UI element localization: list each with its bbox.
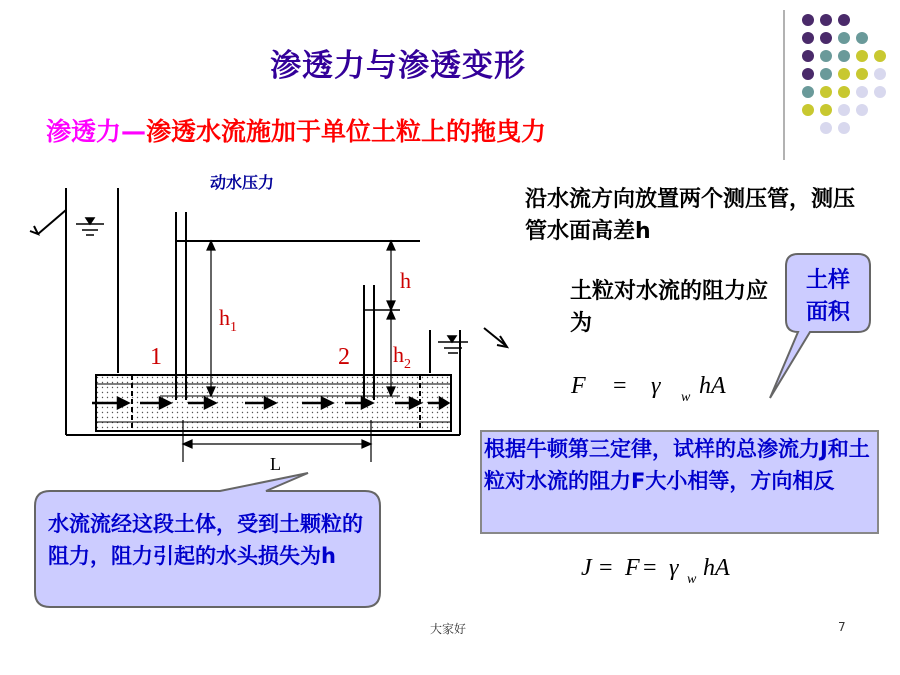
label-h2: $h_2$ — [393, 342, 411, 372]
svg-text:γ: γ — [669, 555, 679, 581]
svg-text:J: J — [581, 555, 592, 581]
resistance-description: 土粒对水流的阻力应为 — [570, 279, 769, 336]
h-dimension — [387, 241, 395, 310]
svg-text:hA: hA — [699, 373, 726, 399]
callout-head-loss: 水流流经这段土体，受到土颗粒的阻力，阻力引起的水头损失为h — [48, 512, 363, 568]
svg-text:γ: γ — [651, 373, 661, 399]
dot-row-2 — [802, 32, 868, 44]
slide-title: 渗透力与渗透变形 — [270, 48, 526, 84]
svg-text:hA: hA — [703, 555, 730, 581]
diagram-caption: 动水压力 — [210, 173, 275, 192]
left-water-level-icon — [76, 218, 104, 235]
footer-text: 大家好 — [430, 622, 467, 636]
seepage-diagram — [0, 180, 520, 480]
dot-row-4 — [802, 68, 886, 80]
formula-F — [565, 365, 765, 410]
svg-text:w: w — [687, 572, 697, 587]
svg-text:=: = — [613, 373, 627, 399]
decorative-dot-grid — [780, 10, 890, 160]
right-water-level-icon — [438, 336, 468, 353]
subtitle — [46, 112, 546, 148]
label-h: h — [400, 268, 411, 293]
dot-row-6 — [802, 104, 868, 116]
label-h1-sub: 1 — [230, 320, 237, 335]
dot-row-7 — [820, 122, 850, 134]
svg-text:F: F — [571, 373, 586, 399]
piezometer-description: 沿水流方向放置两个测压管，测压管水面高差h — [525, 187, 856, 244]
callout-sample-area: 土样面积 — [805, 268, 850, 325]
subtitle-definition: 渗透水流施加于单位土粒上的拖曳力 — [146, 117, 547, 146]
label-point-1: 1 — [150, 344, 162, 370]
dot-row-1 — [802, 14, 850, 26]
dot-row-5 — [802, 86, 886, 98]
page-number: 7 — [838, 620, 846, 634]
svg-text:=: = — [599, 555, 613, 581]
label-h2-sub: 2 — [404, 357, 411, 372]
dot-row-3 — [802, 50, 886, 62]
subtitle-term: 渗透力— — [46, 117, 147, 146]
formula-J — [575, 545, 775, 590]
label-h1: $h_1$ — [219, 305, 237, 335]
label-L: L — [270, 454, 281, 474]
h1-dimension — [207, 241, 215, 396]
svg-text:F: F — [625, 555, 640, 581]
svg-text:w: w — [681, 390, 691, 405]
svg-text:=: = — [643, 555, 657, 581]
label-point-2: 2 — [338, 344, 350, 370]
callout-newton: 根据牛顿第三定律，试样的总渗流力J和土粒对水流的阻力F大小相等，方向相反 — [484, 437, 870, 493]
